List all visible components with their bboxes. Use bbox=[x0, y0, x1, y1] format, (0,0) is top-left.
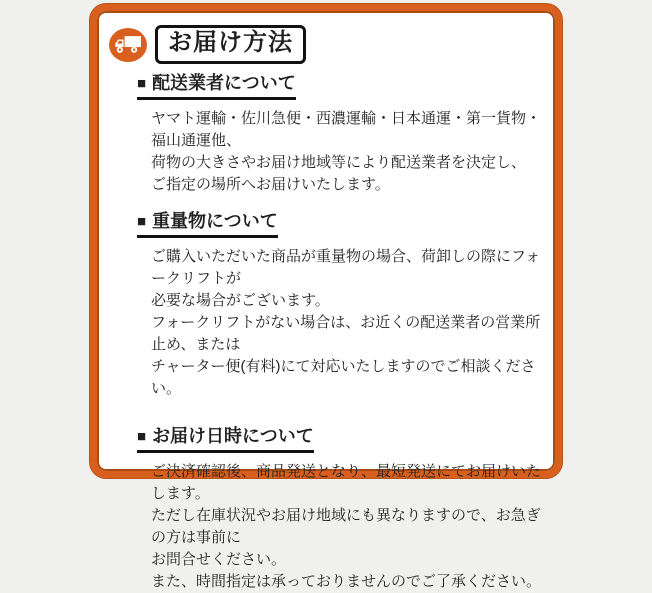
square-bullet-icon: ■ bbox=[137, 213, 147, 230]
text-line: ただし在庫状況やお届け地域にも異なりますので、お急ぎの方は事前に bbox=[151, 507, 541, 546]
square-bullet-icon: ■ bbox=[137, 75, 147, 92]
panel-content bbox=[97, 11, 555, 590]
text-line: また、時間指定は承っておりませんのでご了承ください。 bbox=[151, 573, 542, 590]
text-line: フォークリフトがない場合は、お近くの配送業者の営業所止め、または bbox=[151, 314, 541, 353]
delivery-info-panel bbox=[90, 4, 562, 590]
section-body bbox=[151, 461, 549, 593]
section-delivery-datetime bbox=[97, 426, 555, 593]
text-line: ご決済確認後、商品発送となり、最短発送にてお届けいたします。 bbox=[151, 463, 542, 502]
section-heading bbox=[137, 211, 555, 238]
section-heading bbox=[137, 426, 555, 453]
panel-header bbox=[109, 25, 555, 64]
text-line: チャーター便(有料)にて対応いたしますのでご相談ください。 bbox=[151, 358, 536, 397]
section-body bbox=[151, 108, 549, 196]
section-heading-text: 配送業者について bbox=[152, 73, 296, 93]
section-delivery-carriers bbox=[97, 73, 555, 196]
section-heavy-items bbox=[97, 211, 555, 400]
section-body bbox=[151, 246, 549, 400]
truck-icon bbox=[109, 28, 147, 62]
section-heading bbox=[137, 73, 555, 100]
text-line: ご指定の場所へお届けいたします。 bbox=[151, 176, 390, 193]
section-heading-text: お届け日時について bbox=[152, 426, 314, 446]
text-line: 必要な場合がございます。 bbox=[151, 292, 330, 309]
section-heading-text: 重量物について bbox=[152, 211, 278, 231]
text-line: 荷物の大きさやお届け地域等により配送業者を決定し、 bbox=[151, 154, 527, 171]
square-bullet-icon: ■ bbox=[137, 428, 147, 445]
text-line: お問合せください。 bbox=[151, 551, 287, 568]
text-line: ご購入いただいた商品が重量物の場合、荷卸しの際にフォークリフトが bbox=[151, 248, 541, 287]
text-line: ヤマト運輸・佐川急便・西濃運輸・日本通運・第一貨物・福山通運他、 bbox=[151, 110, 542, 149]
page-title: お届け方法 bbox=[155, 25, 306, 64]
